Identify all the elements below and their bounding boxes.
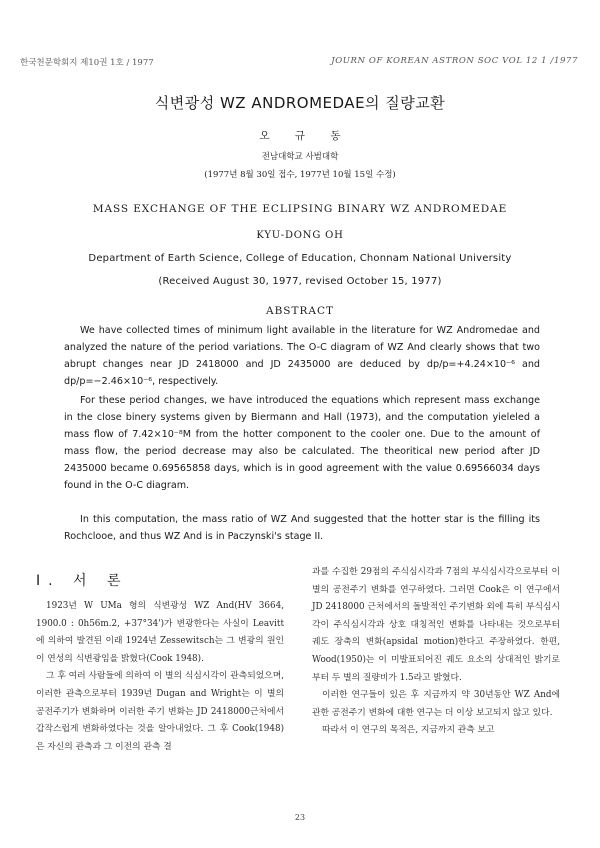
abstract-text: For these period changes, we have introduced the equations which represent mass exchange in the close binery systems given by Biermann and Hall (1973), and the computation yieleled a mass flow of 7.42×10⁻⁸M from the hotter component to the cooler one. Due to the amount of mass flow, the period decrease may also be calculated. The theoritical new period after JD 2435000 became 0.69565858 days, which is in good agreement with the value 0.69566034 days found in the O-C diagram. [64, 395, 540, 491]
korean-title: 식변광성 WZ ANDROMEDAE의 질량교환 [154, 94, 446, 112]
abstract-paragraph [64, 392, 540, 494]
page-number: 23 [294, 813, 306, 822]
body-paragraph: 그 후 여러 사람들에 의하여 이 별의 식심시각이 관측되었으며, 이러한 관측으로부터 1939년 Dugan and Wright는 이 별의 공전주기가 변화하며 이러한 주기 변화는 JD 2418000근처에서 갑작스럽게 변화하였다는 것을 알아내었다. 그 후 Cook(1948)은 자신의 관측과 그 이전의 관측 결 [36, 671, 284, 752]
abstract-heading: ABSTRACT [265, 305, 335, 317]
body-column-left [36, 598, 284, 756]
journal-header-korean: 한국천문학회지 제10권 1호 / 1977 [20, 58, 154, 68]
body-column-right [312, 564, 560, 740]
body-paragraph: 따라서 이 연구의 목적은, 지금까지 관측 보고 [322, 725, 495, 736]
korean-affiliation: 전남대학교 사범대학 [261, 152, 339, 162]
abstract-text: In this computation, the mass ratio of WZ And suggested that the hotter star is the filling its Rochclooe, and thus WZ And is in Paczynski's stage II. [64, 514, 540, 542]
body-paragraph: 과를 수집한 29점의 주식심시각과 7점의 부식심시각으로부터 이 별의 공전주기 변화를 연구하였다. 그러면 Cook은 이 연구에서 JD 2418000 근처에서의 돌발적인 주기변화 외에 특히 부식심시각이 주식심시각과 상호 대칭적인 변화를 나타내는 것으로부터 궤도 장축의 변화(apsidal motion)한다고 주장하였다. 한편, Wood(1950)는 이 미발표되어진 궤도 요소의 상대적인 밝기로부터 두 별의 질량비가 1.5라고 밝혔다. [312, 567, 560, 683]
english-title: MASS EXCHANGE OF THE ECLIPSING BINARY WZ ANDROMEDAE [92, 203, 508, 215]
korean-author: 오 규 동 [259, 130, 341, 142]
abstract-paragraph [64, 322, 540, 390]
english-received-date: (Received August 30, 1977, revised October 15, 1977) [158, 276, 442, 287]
english-department: Department of Earth Science, College of Education, Chonnam National University [88, 253, 512, 264]
body-paragraph: 1923년 W UMa 형의 식변광성 WZ And(HV 3664, 1900.0 : 0h56m.2, +37°34')가 변광한다는 사실이 Leavitt에 의하여 발견된 이래 1924년 Zessewitsch는 그 변광의 원인이 연성의 식변광임을 밝혔다(Cook 1948). [36, 601, 284, 664]
journal-header-english: JOURN OF KOREAN ASTRON SOC VOL 12 1 /1977 [331, 56, 578, 66]
english-author: KYU-DONG OH [256, 230, 344, 241]
abstract-text: We have collected times of minimum light available in the literature for WZ Andromedae and analyzed the nature of the period variations. The O-C diagram of WZ And clearly shows that two abrupt changes near JD 2418000 and JD 2435000 are deduced by dp/p=+4.24×10⁻⁶ and dp/p=−2.46×10⁻⁶, respectively. [64, 325, 540, 387]
body-paragraph: 이러한 연구들이 있은 후 지금까지 약 30년동안 WZ And에 관한 공전주기 변화에 대한 연구는 더 이상 보고되지 않고 있다. [312, 690, 560, 718]
korean-received-date: (1977년 8월 30일 접수, 1977년 10월 15일 수정) [204, 170, 396, 180]
section-heading: I. 서 론 [36, 573, 129, 589]
abstract-paragraph [64, 511, 540, 545]
